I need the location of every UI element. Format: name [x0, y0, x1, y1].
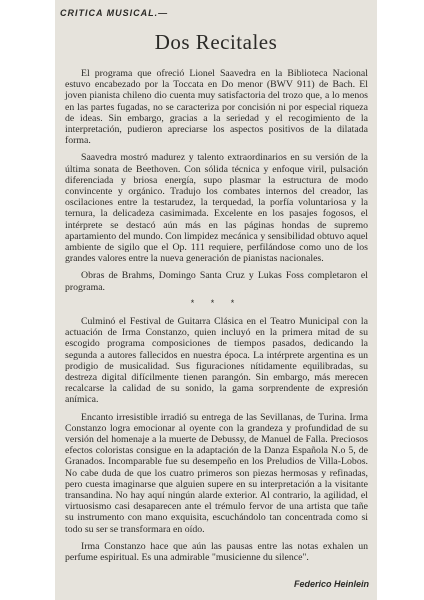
newspaper-clipping: [55, 0, 377, 600]
paragraph: Obras de Brahms, Domingo Santa Cruz y Lukas Foss completaron el programa.: [65, 270, 368, 293]
section-separator: * * *: [190, 298, 242, 308]
author-signature: Federico Heinlein: [293, 579, 369, 589]
review-lionel-saavedra: [65, 68, 368, 299]
review-irma-constanzo: [65, 316, 368, 569]
paragraph: El programa que ofreció Lionel Saavedra en la Biblioteca Nacional estuvo encabezado por la Toccata en Do menor (BWV 911) de Bach. El joven pianista chileno dio cuenta muy satisfactoria del trozo que, a lo menos en las partes fugadas, no se caracteriza por concisión ni por especial riqueza de ideas. Sin embargo, gracias a la seriedad y el recogimiento de la interpretación, pudieron apreciarse los aspectos positivos de la dilatada forma.: [65, 68, 368, 147]
paragraph: Culminó el Festival de Guitarra Clásica en el Teatro Municipal con la actuación de Irma Constanzo, quien incluyó en la primera mitad de su escogido programa composiciones de tiempos pasados, dedicando la segunda a autores fallecidos en nuestra época. La intérprete argentina es un prodigio de musicalidad. Sus figuraciones nítidamente equilibradas, su destreza digital difícilmente tienen parangón. Sin embargo, más merecen recalcarse la calidad de su sonido, la gama sorprendente de expresión anímica.: [65, 316, 368, 406]
paragraph: Saavedra mostró madurez y talento extraordinarios en su versión de la última sonata de Beethoven. Con sólida técnica y enfoque viril, pulsación diferenciada y briosa energía, supo plasmar la estructura de modo convincente y orgánico. Tradujo los combates internos del creador, las oscilaciones entre la testarudez, la terquedad, la porfía voluntariosa y la ternura, la delicadeza casimimada. Excelente en los pasajes fogosos, el intérprete se destacó aún más en las páginas hondas de supremo apartamiento del mundo. Con limpidez mecánica y sensibilidad obtuvo aquel ambiente de sigilo que el Op. 111 requiere, perfilándose como uno de los grandes valores entre la nueva generación de pianistas nacionales.: [65, 152, 368, 265]
paragraph: Encanto irresistible irradió su entrega de las Sevillanas, de Turina. Irma Constanzo logra emocionar al oyente con la grandeza y profundidad de su versión del homenaje a la muerte de Debussy, de Manuel de Falla. Preciosos efectos coloristas consigue en la adaptación de la Danza Española N.o 5, de Granados. Incomparable fue su desempeño en los Preludios de Villa-Lobos. No cabe duda de que los cuatro primeros son piezas hermosas y refinadas, pero cuesta imaginarse que alguien supere en su interpretación a la visitante transandina. No hay aquí ningún alarde exterior. Al contrario, la agilidad, el virtuosismo casi desaparecen ante el trémulo fervor de una artista que tañe su instrumento con mano exquisita, escuchándolo tan concentrada como si todo su ser se transformara en oído.: [65, 411, 368, 535]
paragraph: Irma Constanzo hace que aún las pausas entre las notas exhalen un perfume espiritual. Es una admirable "musicienne du silence".: [65, 540, 368, 564]
section-heading: CRITICA MUSICAL.—: [60, 8, 169, 18]
article-title: Dos Recitales: [154, 30, 278, 54]
